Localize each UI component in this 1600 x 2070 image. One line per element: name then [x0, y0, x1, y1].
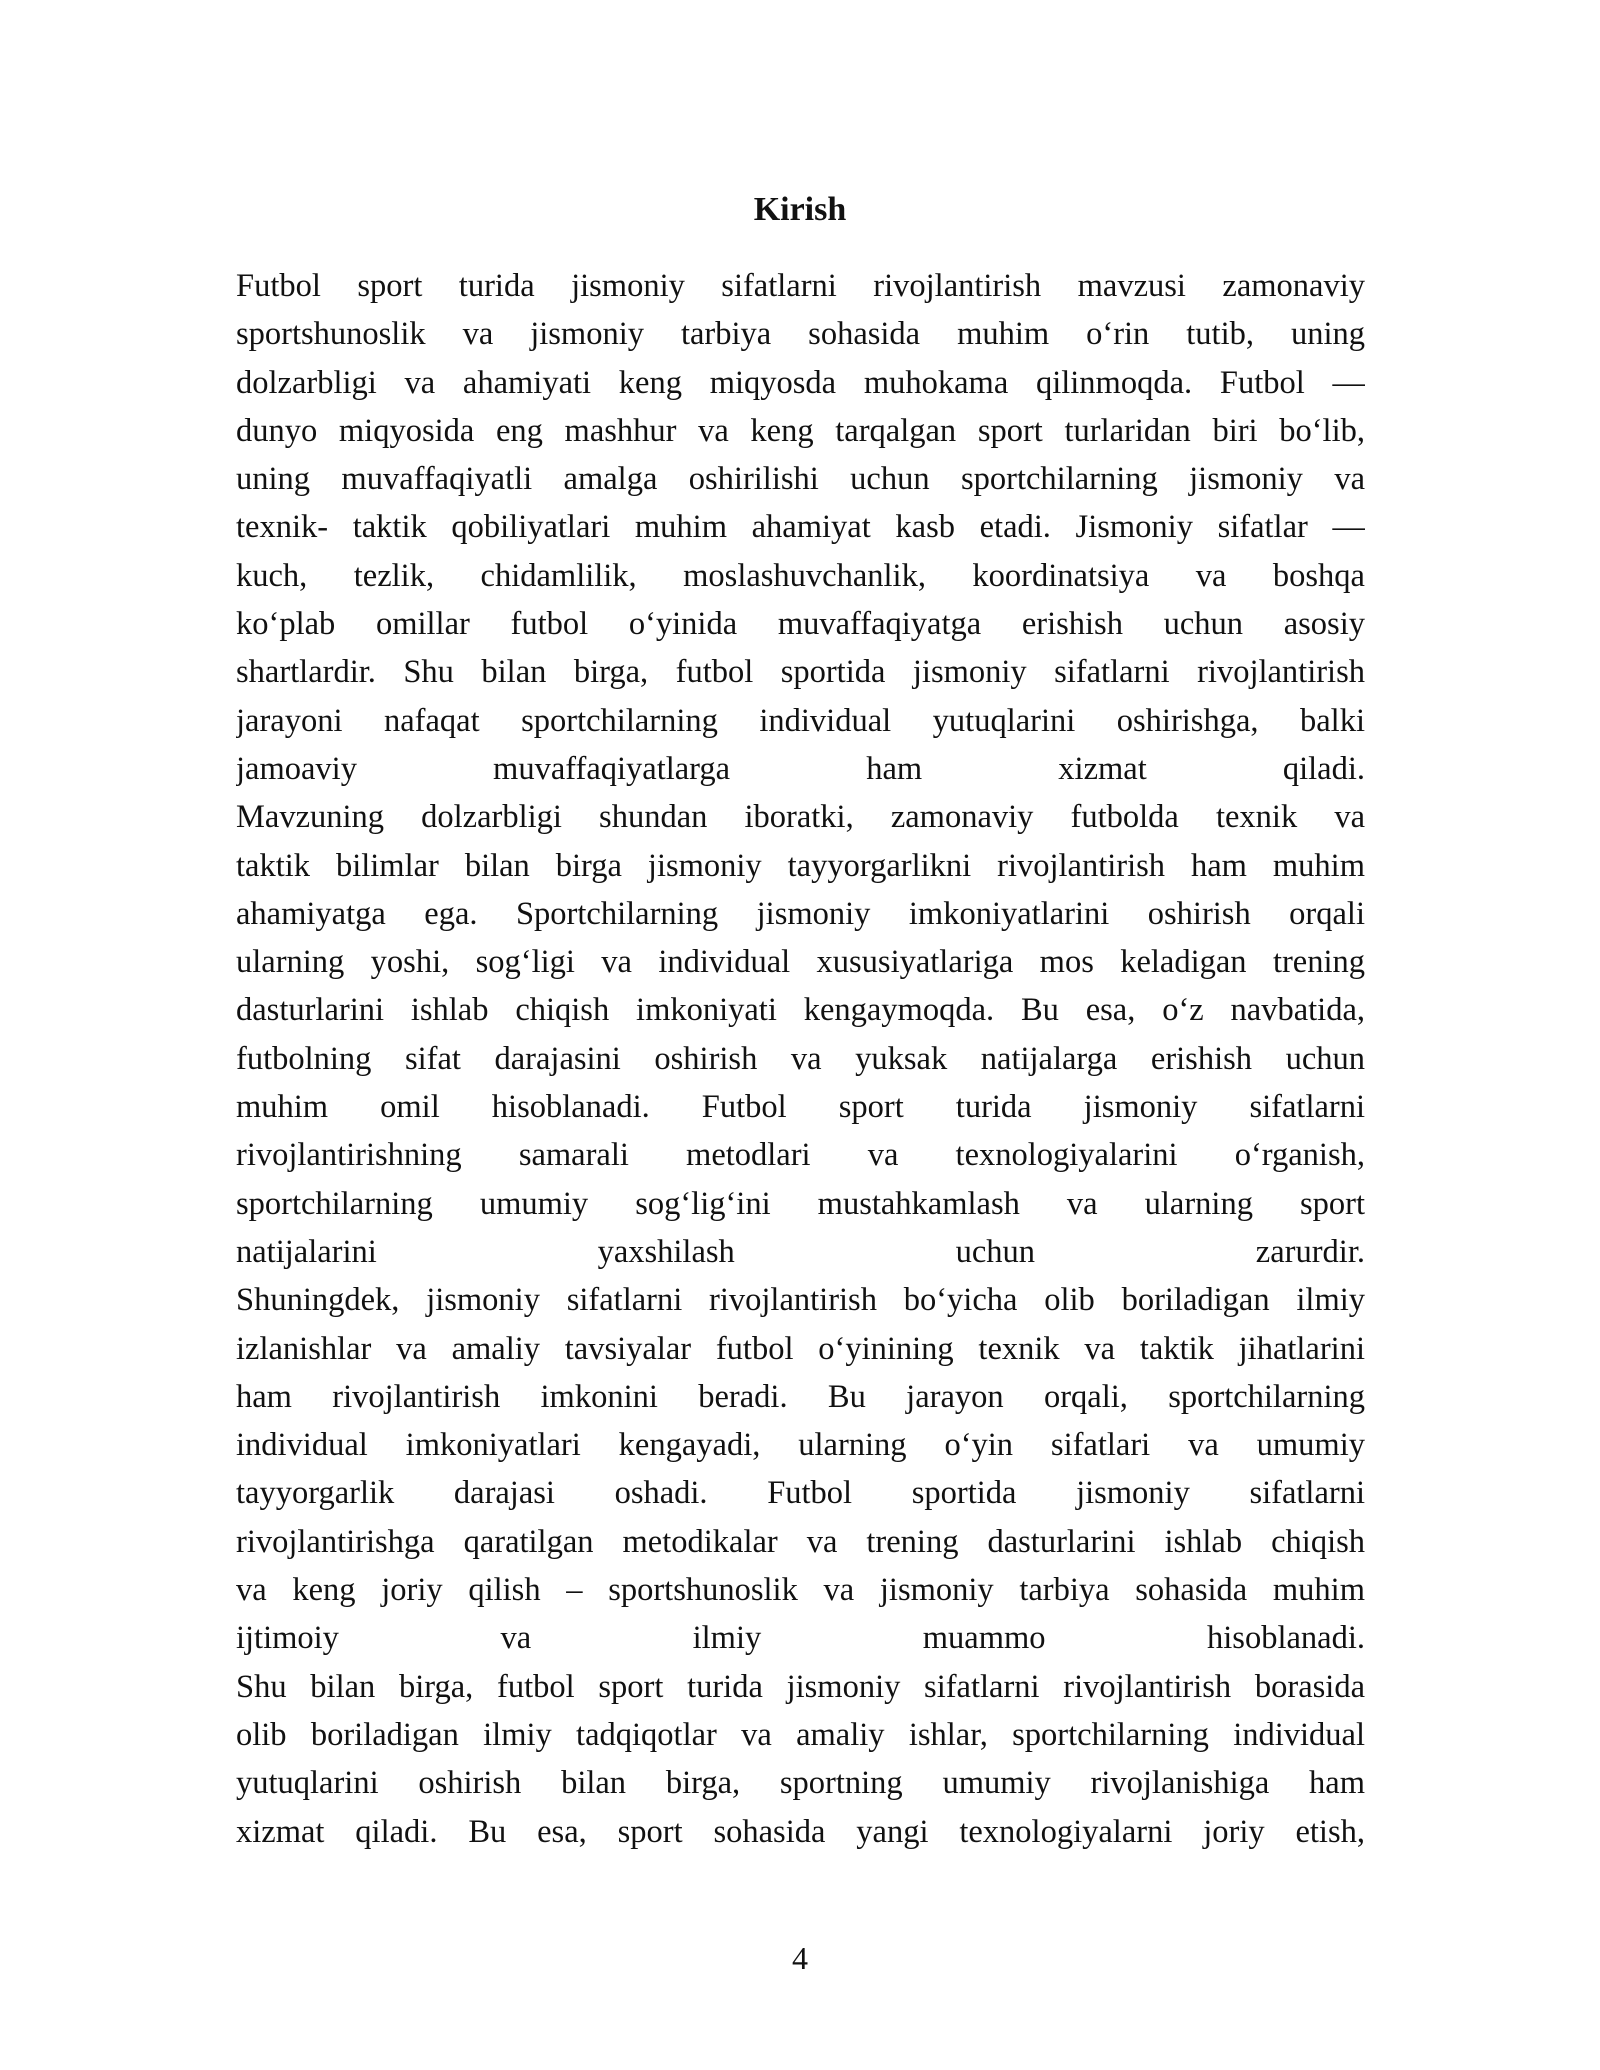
page-title: Kirish — [753, 191, 847, 228]
text-line: kuch, tezlik, chidamlilik, moslashuvchanlik, koordinatsiya va boshqa — [236, 557, 1365, 594]
text-line: Shuningdek, jismoniy sifatlarni rivojlantirish bo‘yicha olib boriladigan ilmiy — [236, 1282, 1365, 1319]
text-line: jamoaviy muvaffaqiyatlarga ham xizmat qiladi. — [236, 750, 1365, 787]
text-line: dunyo miqyosida eng mashhur va keng tarqalgan sport turlaridan biri bo‘lib, — [236, 412, 1365, 449]
text-line: rivojlantirishning samarali metodlari va texnologiyalarini o‘rganish, — [236, 1137, 1365, 1174]
text-line: jarayoni nafaqat sportchilarning individual yutuqlarini oshirishga, balki — [236, 702, 1365, 739]
text-line: Shu bilan birga, futbol sport turida jismoniy sifatlarni rivojlantirish borasida — [236, 1668, 1365, 1705]
text-line: dolzarbligi va ahamiyati keng miqyosda muhokama qilinmoqda. Futbol — — [236, 364, 1365, 401]
text-line: taktik bilimlar bilan birga jismoniy tayyorgarlikni rivojlantirish ham muhim — [236, 847, 1365, 884]
text-line: individual imkoniyatlari kengayadi, ularning o‘yin sifatlari va umumiy — [236, 1427, 1365, 1464]
text-line: Mavzuning dolzarbligi shundan iboratki, zamonaviy futbolda texnik va — [236, 799, 1365, 836]
text-line: xizmat qiladi. Bu esa, sport sohasida yangi texnologiyalarni joriy etish, — [236, 1813, 1365, 1850]
text-line: rivojlantirishga qaratilgan metodikalar va trening dasturlarini ishlab chiqish — [236, 1523, 1365, 1560]
text-line: va keng joriy qilish – sportshunoslik va jismoniy tarbiya sohasida muhim — [236, 1572, 1365, 1609]
text-line: natijalarini yaxshilash uchun zarurdir. — [236, 1233, 1365, 1270]
text-line: texnik- taktik qobiliyatlari muhim ahamiyat kasb etadi. Jismoniy sifatlar — — [236, 509, 1365, 546]
text-line: shartlardir. Shu bilan birga, futbol sportida jismoniy sifatlarni rivojlantirish — [236, 654, 1365, 691]
text-line: Futbol sport turida jismoniy sifatlarni rivojlantirish mavzusi zamonaviy — [236, 268, 1365, 304]
text-line: yutuqlarini oshirish bilan birga, sportning umumiy rivojlanishiga ham — [236, 1765, 1365, 1802]
text-line: futbolning sifat darajasini oshirish va yuksak natijalarga erishish uchun — [236, 1040, 1365, 1077]
body-text — [236, 262, 1365, 1856]
text-line: sportshunoslik va jismoniy tarbiya sohasida muhim o‘rin tutib, uning — [236, 316, 1365, 353]
text-line: ko‘plab omillar futbol o‘yinida muvaffaqiyatga erishish uchun asosiy — [236, 606, 1365, 643]
text-line: ahamiyatga ega. Sportchilarning jismoniy imkoniyatlarini oshirish orqali — [236, 895, 1365, 932]
text-line: ham rivojlantirish imkonini beradi. Bu jarayon orqali, sportchilarning — [236, 1378, 1365, 1415]
text-line: ularning yoshi, sog‘ligi va individual xususiyatlariga mos keladigan trening — [236, 944, 1365, 981]
text-line: muhim omil hisoblanadi. Futbol sport turida jismoniy sifatlarni — [236, 1089, 1365, 1126]
page-number: 4 — [792, 1940, 808, 1976]
text-line: olib boriladigan ilmiy tadqiqotlar va amaliy ishlar, sportchilarning individual — [236, 1716, 1365, 1753]
text-line: izlanishlar va amaliy tavsiyalar futbol o‘yinining texnik va taktik jihatlarini — [236, 1330, 1365, 1367]
text-line: uning muvaffaqiyatli amalga oshirilishi uchun sportchilarning jismoniy va — [236, 461, 1365, 498]
text-line: sportchilarning umumiy sog‘lig‘ini mustahkamlash va ularning sport — [236, 1185, 1365, 1222]
text-line: ijtimoiy va ilmiy muammo hisoblanadi. — [236, 1620, 1365, 1657]
text-line: tayyorgarlik darajasi oshadi. Futbol sportida jismoniy sifatlarni — [236, 1475, 1365, 1512]
text-line: dasturlarini ishlab chiqish imkoniyati kengaymoqda. Bu esa, o‘z navbatida, — [236, 992, 1365, 1029]
